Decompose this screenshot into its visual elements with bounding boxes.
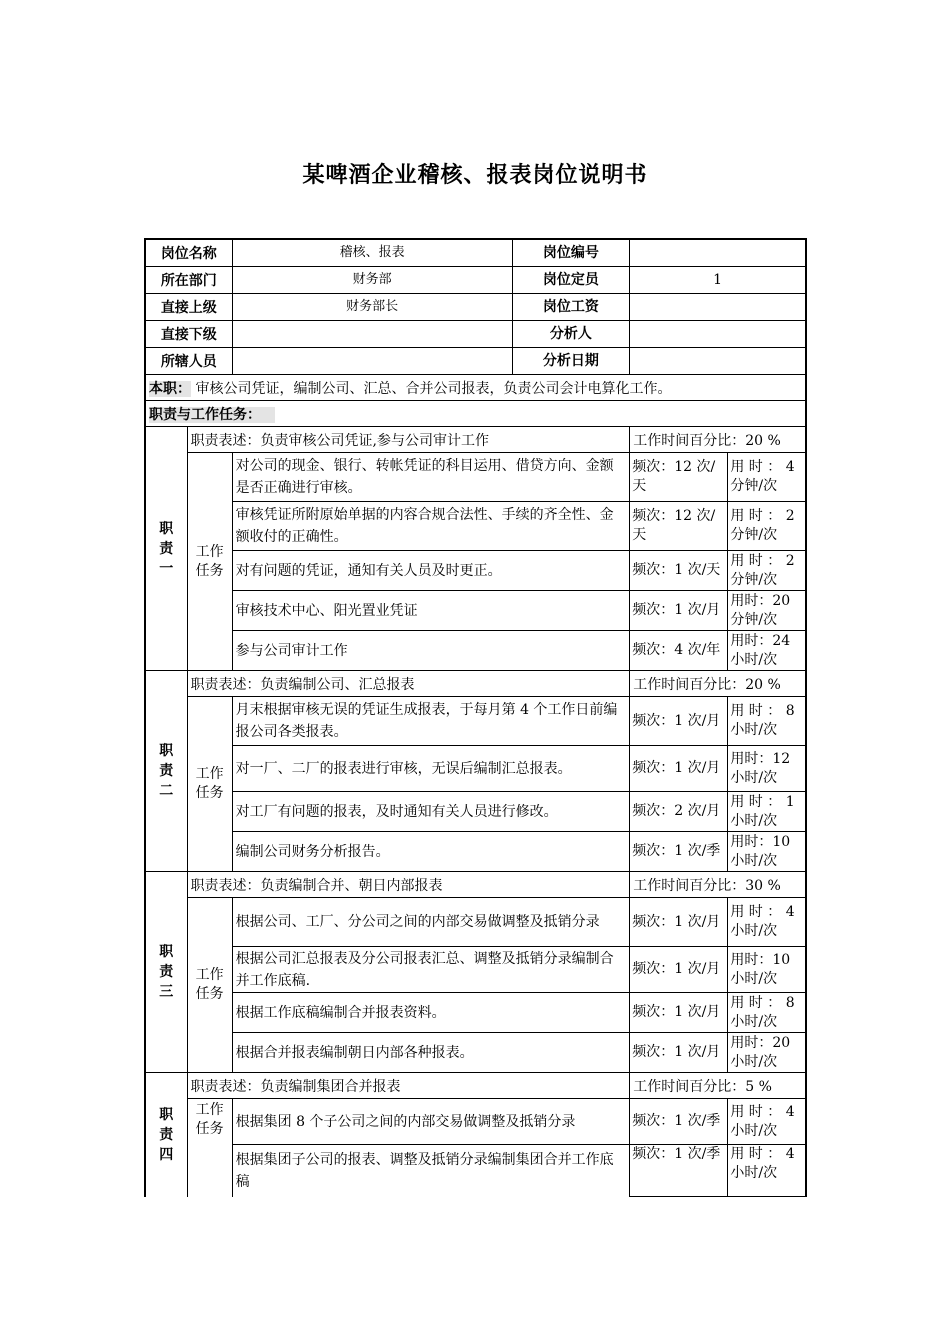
job-summary-label: 本职：: [149, 380, 191, 397]
value-analysis-date: [630, 348, 806, 375]
job-summary-text: 审核公司凭证，编制公司、汇总、合并公司报表，负责公司会计电算化工作。: [195, 380, 672, 397]
duty-1-desc: 职责表述：负责审核公司凭证,参与公司审计工作: [187, 427, 630, 453]
label-position-name: 岗位名称: [145, 239, 232, 267]
duty-1-task-5-freq: 频次：4 次/年: [630, 631, 728, 671]
duty-3-task-1: 根据公司、工厂、分公司之间的内部交易做调整及抵销分录: [232, 898, 630, 947]
duty-4-pct: 工作时间百分比：5 %: [630, 1073, 806, 1099]
duty-3-task-2-time: 用时：10 小时/次: [728, 947, 806, 993]
duty-2-label: [145, 671, 187, 872]
duty-1-label: [145, 427, 187, 671]
duty-2-work-label: 工作任务: [195, 766, 224, 801]
duty-2-task-3: 对工厂有问题的报表，及时通知有关人员进行修改。: [232, 792, 630, 832]
duty-1-task-4-time: 用时：20 分钟/次: [728, 591, 806, 631]
value-salary: [630, 294, 806, 321]
duty-1-task-3-time: 用 时 ： 2 分钟/次: [728, 551, 806, 591]
duty-2-task-2-time: 用时：12 小时/次: [728, 746, 806, 792]
value-staff: [233, 348, 513, 374]
duty-2-task-4-time: 用时：10 小时/次: [728, 832, 806, 872]
label-salary: 岗位工资: [542, 299, 599, 315]
duty-4-label: [145, 1073, 187, 1197]
duty-1-task-2: 审核凭证所附原始单据的内容合规合法性、手续的齐全性、金额收付的正确性。: [232, 502, 630, 551]
duty-1-task-1-time: 用 时 ： 4 分钟/次: [728, 453, 806, 502]
job-summary: [145, 375, 806, 401]
duty-1-task-3: 对有问题的凭证，通知有关人员及时更正。: [232, 551, 630, 591]
label-staff: 所辖人员: [145, 348, 232, 375]
duty-2-task-3-freq: 频次：2 次/月: [630, 792, 728, 832]
duty-3-task-4: 根据合并报表编制朝日内部各种报表。: [232, 1033, 630, 1073]
duty-3-desc: 职责表述：负责编制合并、朝日内部报表: [187, 872, 630, 898]
value-analyst: [630, 321, 806, 348]
document-title: 某啤酒企业稽核、报表岗位说明书: [302, 163, 648, 188]
duty-3-task-3-freq: 频次：1 次/月: [630, 993, 728, 1033]
duty-1-pct: 工作时间百分比：20 %: [630, 427, 806, 453]
label-headcount: 岗位定员: [542, 272, 599, 288]
duty-1-task-1: 对公司的现金、银行、转帐凭证的科目运用、借贷方向、金额是否正确进行审核。: [232, 453, 630, 502]
duty-3-pct: 工作时间百分比：30 %: [630, 872, 806, 898]
duty-3-task-3: 根据工作底稿编制合并报表资料。: [232, 993, 630, 1033]
duty-4-task-2-freq: 频次：1 次/季: [630, 1145, 728, 1197]
duty-2-task-1-time: 用 时 ： 8 小时/次: [728, 697, 806, 746]
duty-3-task-4-time: 用时：20 小时/次: [728, 1033, 806, 1073]
duty-2-name: 职责二: [159, 743, 174, 799]
duty-2-task-4: 编制公司财务分析报告。: [232, 832, 630, 872]
value-headcount: 1: [630, 267, 806, 294]
duty-2-task-2-freq: 频次：1 次/月: [630, 746, 728, 792]
duty-1-task-2-freq: 频次：12 次/天: [630, 502, 728, 551]
duty-1-task-3-freq: 频次：1 次/天: [630, 551, 728, 591]
duty-1-task-4-freq: 频次：1 次/月: [630, 591, 728, 631]
tasks-heading-row: [145, 401, 806, 427]
duty-4-task-2-time: 用 时 ： 4 小时/次: [728, 1145, 806, 1197]
duty-3-task-1-freq: 频次：1 次/月: [630, 898, 728, 947]
label-position-code: 岗位编号: [542, 245, 599, 261]
label-direct-subordinate: 直接下级: [145, 321, 232, 348]
label-department: 所在部门: [145, 267, 232, 294]
duty-2-task-1: 月末根据审核无误的凭证生成报表，于每月第 4 个工作日前编报公司各类报表。: [232, 697, 630, 746]
duty-1-task-1-freq: 频次：12 次/天: [630, 453, 728, 502]
duty-3-task-3-time: 用 时 ： 8 小时/次: [728, 993, 806, 1033]
duty-4-name: 职责四: [159, 1106, 174, 1163]
duty-4-work-label: 工作任务: [195, 1102, 224, 1137]
value-position-name: 稽核、报表: [233, 240, 513, 266]
value-department: 财务部: [233, 267, 513, 293]
duty-1-work-label: 工作任务: [195, 543, 224, 579]
duty-4-task-2: 根据集团子公司的报表、调整及抵销分录编制集团合并工作底稿: [232, 1145, 630, 1197]
label-analysis-date: 分析日期: [542, 353, 599, 369]
duty-3-name: 职责三: [159, 944, 174, 1000]
duty-2-task-3-time: 用 时 ： 1 小时/次: [728, 792, 806, 832]
label-analyst: 分析人: [549, 326, 592, 342]
duty-4-desc: 职责表述：负责编制集团合并报表: [187, 1073, 630, 1099]
value-position-code: [630, 239, 806, 267]
duty-1-task-2-time: 用 时 ： 2 分钟/次: [728, 502, 806, 551]
duty-3-task-1-time: 用 时 ： 4 小时/次: [728, 898, 806, 947]
duty-3-work-label: 工作任务: [195, 967, 224, 1002]
duty-3-task-4-freq: 频次：1 次/月: [630, 1033, 728, 1073]
duty-2-desc: 职责表述：负责编制公司、汇总报表: [187, 671, 630, 697]
duty-3-task-2: 根据公司汇总报表及分公司报表汇总、调整及抵销分录编制合并工作底稿.: [232, 947, 630, 993]
tasks-heading: 职责与工作任务：: [149, 407, 275, 423]
duty-2-task-1-freq: 频次：1 次/月: [630, 697, 728, 746]
duty-4-task-1-time: 用 时 ： 4 小时/次: [728, 1099, 806, 1145]
duty-2-task-2: 对一厂、二厂的报表进行审核，无误后编制汇总报表。: [232, 746, 630, 792]
duty-1-task-5-time: 用时：24 小时/次: [728, 631, 806, 671]
duty-3-task-2-freq: 频次：1 次/月: [630, 947, 728, 993]
job-description-table: [144, 238, 807, 1197]
duty-1-task-5: 参与公司审计工作: [232, 631, 630, 671]
duty-3-label: [145, 872, 187, 1073]
duty-4-task-1: 根据集团 8 个子公司之间的内部交易做调整及抵销分录: [232, 1099, 630, 1145]
duty-2-pct: 工作时间百分比：20 %: [630, 671, 806, 697]
value-direct-superior: 财务部长: [233, 294, 513, 320]
duty-1-name: 职责一: [159, 520, 174, 577]
duty-1-task-4: 审核技术中心、阳光置业凭证: [232, 591, 630, 631]
value-direct-subordinate: [233, 321, 513, 347]
duty-2-task-4-freq: 频次：1 次/季: [630, 832, 728, 872]
duty-4-task-1-freq: 频次：1 次/季: [630, 1099, 728, 1145]
label-direct-superior: 直接上级: [145, 294, 232, 321]
